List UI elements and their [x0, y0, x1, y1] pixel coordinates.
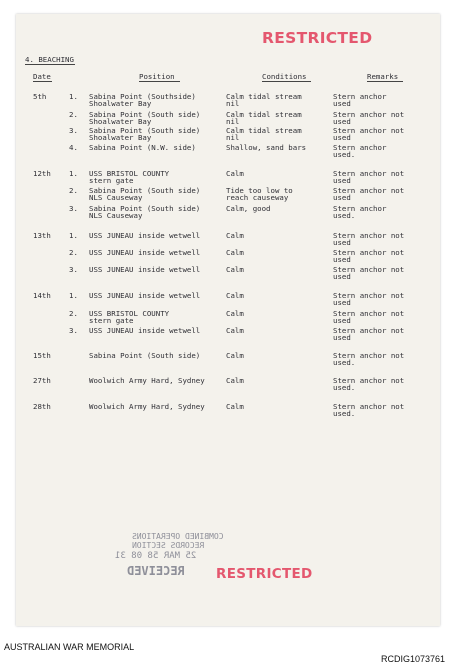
table-row-remark-cont: used.: [333, 409, 356, 418]
table-row-remark: Stern anchor not: [333, 402, 405, 411]
table-row-position: USS JUNEAU inside wetwell: [89, 265, 201, 274]
table-row-number: 2.: [69, 309, 78, 318]
table-row-number: 3.: [69, 126, 78, 135]
table-row-condition: Calm: [226, 326, 244, 335]
table-row-condition: Calm: [226, 376, 244, 385]
table-row-position: Sabina Point (South side): [89, 110, 201, 119]
table-row-position-cont: NLS Causeway: [89, 193, 143, 202]
footer-institution: AUSTRALIAN WAR MEMORIAL: [4, 642, 135, 652]
table-row-condition: Calm: [226, 291, 244, 300]
table-row-remark: Stern anchor not: [333, 326, 405, 335]
table-row-number: 2.: [69, 186, 78, 195]
table-row-position: Woolwich Army Hard, Sydney: [89, 376, 205, 385]
header-remarks-underline: [367, 81, 403, 82]
table-row-remark-cont: used: [333, 238, 351, 247]
table-row-position: USS BRISTOL COUNTY: [89, 309, 170, 318]
table-row-remark: Stern anchor not: [333, 265, 405, 274]
table-row-number: 3.: [69, 265, 78, 274]
table-row-position: USS JUNEAU inside wetwell: [89, 291, 201, 300]
table-row-position: USS BRISTOL COUNTY: [89, 169, 170, 178]
table-row-date: 14th: [33, 291, 51, 300]
table-row-date: 15th: [33, 351, 51, 360]
table-row-position: Sabina Point (Southside): [89, 92, 196, 101]
table-row-position: USS JUNEAU inside wetwell: [89, 248, 201, 257]
header-remarks: Remarks: [367, 72, 399, 81]
section-title: 4. BEACHING: [25, 55, 74, 64]
table-row-remark: Stern anchor: [333, 92, 387, 101]
table-row-remark-cont: used: [333, 176, 351, 185]
table-row-condition: Calm: [226, 248, 244, 257]
table-row-condition: Calm: [226, 265, 244, 274]
table-row-condition: Calm: [226, 309, 244, 318]
table-row-remark: Stern anchor not: [333, 231, 405, 240]
records-stamp-line2: RECORDS SECTION: [132, 541, 205, 550]
restricted-stamp-top: RESTRICTED: [262, 29, 373, 47]
table-row-position-cont: Shoalwater Bay: [89, 99, 152, 108]
table-row-remark-cont: used: [333, 272, 351, 281]
table-row-condition: Calm: [226, 169, 244, 178]
header-position: Position: [139, 72, 175, 81]
table-row-date: 13th: [33, 231, 51, 240]
table-row-date: 27th: [33, 376, 51, 385]
table-row-remark: Stern anchor not: [333, 351, 405, 360]
table-row-condition: Calm, good: [226, 204, 271, 213]
table-row-position: Sabina Point (South side): [89, 126, 201, 135]
records-stamp-line1: COMBINED OPERATIONS: [132, 532, 224, 541]
table-row-condition-cont: nil: [226, 99, 240, 108]
header-conditions-underline: [262, 81, 311, 82]
table-row-position-cont: NLS Causeway: [89, 211, 143, 220]
table-row-number: 4.: [69, 143, 78, 152]
received-stamp: RECEIVED: [127, 564, 185, 578]
table-row-remark-cont: used.: [333, 211, 356, 220]
restricted-stamp-bottom: RESTRICTED: [216, 566, 313, 582]
table-row-remark: Stern anchor: [333, 143, 387, 152]
table-row-remark-cont: used.: [333, 383, 356, 392]
table-row-position-cont: Shoalwater Bay: [89, 117, 152, 126]
table-row-position: Sabina Point (South side): [89, 351, 201, 360]
table-row-position: Sabina Point (South side): [89, 186, 201, 195]
table-row-position: USS JUNEAU inside wetwell: [89, 326, 201, 335]
table-row-position: USS JUNEAU inside wetwell: [89, 231, 201, 240]
table-row-remark: Stern anchor not: [333, 110, 405, 119]
header-date-underline: [33, 81, 52, 82]
table-row-condition-cont: nil: [226, 133, 240, 142]
table-row-condition: Calm: [226, 402, 244, 411]
table-row-condition: Calm tidal stream: [226, 126, 302, 135]
table-row-position: Woolwich Army Hard, Sydney: [89, 402, 205, 411]
table-row-condition: Calm tidal stream: [226, 92, 302, 101]
table-row-remark: Stern anchor: [333, 204, 387, 213]
table-row-number: 1.: [69, 231, 78, 240]
table-row-date: 5th: [33, 92, 47, 101]
table-row-date: 12th: [33, 169, 51, 178]
table-row-remark-cont: used: [333, 117, 351, 126]
table-row-condition: Calm: [226, 231, 244, 240]
records-stamp-line3: 25 MAR 58 08 31: [115, 551, 197, 561]
table-row-position-cont: Shoalwater Bay: [89, 133, 152, 142]
table-row-remark: Stern anchor not: [333, 309, 405, 318]
table-row-remark-cont: used: [333, 333, 351, 342]
table-row-remark-cont: used: [333, 99, 351, 108]
table-row-position-cont: stern gate: [89, 176, 134, 185]
table-row-position: Sabina Point (South side): [89, 204, 201, 213]
table-row-remark: Stern anchor not: [333, 126, 405, 135]
table-row-condition: Shallow, sand bars: [226, 143, 307, 152]
table-row-remark: Stern anchor not: [333, 248, 405, 257]
table-row-remark-cont: used: [333, 255, 351, 264]
table-row-number: 2.: [69, 248, 78, 257]
table-row-number: 3.: [69, 326, 78, 335]
table-row-remark-cont: used: [333, 298, 351, 307]
table-row-remark: Stern anchor not: [333, 169, 405, 178]
table-row-remark: Stern anchor not: [333, 376, 405, 385]
table-row-remark-cont: used: [333, 133, 351, 142]
table-row-remark-cont: used: [333, 193, 351, 202]
table-row-remark: Stern anchor not: [333, 186, 405, 195]
section-title-underline: [25, 64, 75, 65]
table-row-remark: Stern anchor not: [333, 291, 405, 300]
table-row-remark-cont: used.: [333, 150, 356, 159]
table-row-condition: Calm: [226, 351, 244, 360]
table-row-number: 1.: [69, 92, 78, 101]
table-row-date: 28th: [33, 402, 51, 411]
table-row-number: 2.: [69, 110, 78, 119]
table-row-position: Sabina Point (N.W. side): [89, 143, 196, 152]
table-row-number: 1.: [69, 291, 78, 300]
footer-record-id: RCDIG1073761: [381, 654, 446, 664]
header-date: Date: [33, 72, 51, 81]
table-row-remark-cont: used: [333, 316, 351, 325]
table-row-condition: Tide too low to: [226, 186, 293, 195]
table-row-position-cont: stern gate: [89, 316, 134, 325]
table-row-remark-cont: used.: [333, 358, 356, 367]
table-row-condition-cont: reach causeway: [226, 193, 289, 202]
header-position-underline: [139, 81, 180, 82]
header-conditions: Conditions: [262, 72, 307, 81]
table-row-condition: Calm tidal stream: [226, 110, 302, 119]
table-row-condition-cont: nil: [226, 117, 240, 126]
table-row-number: 1.: [69, 169, 78, 178]
table-row-number: 3.: [69, 204, 78, 213]
